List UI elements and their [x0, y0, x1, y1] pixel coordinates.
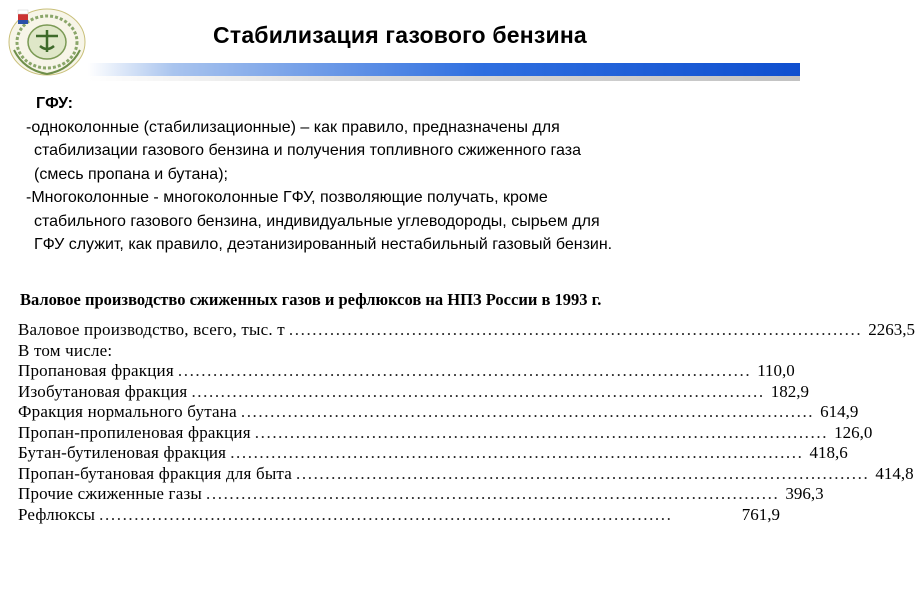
dot-leader: ..................................................................................................	[240, 402, 815, 421]
dot-leader: ..................................................................................................	[177, 361, 752, 380]
intro-item-line: (смесь пропана и бутана);	[34, 165, 228, 183]
row-label: Фракция нормального бутана	[18, 402, 237, 421]
intro-item-line: -Многоколонные - многоколонные ГФУ, позволяющие получать, кроме	[26, 189, 548, 206]
row-value: 614,9	[820, 402, 859, 421]
row-label: Валовое производство, всего, тыс. т	[18, 320, 285, 339]
header-gradient-bar	[88, 63, 800, 76]
intro-heading: ГФУ:	[36, 95, 73, 112]
row-label: Прочие сжиженные газы	[18, 484, 203, 503]
dot-leader: ..................................................................................................	[288, 320, 863, 339]
intro-item-line: -одноколонные (стабилизационные) – как правило, предназначены для	[26, 118, 560, 136]
table-row	[18, 505, 780, 526]
row-label: В том числе:	[18, 340, 113, 360]
row-value: 396,3	[785, 484, 824, 503]
row-label: Изобутановая фракция	[18, 381, 188, 401]
dot-leader: ..................................................................................................	[296, 463, 870, 483]
row-value: 126,0	[834, 422, 873, 442]
row-label: Пропан-пропиленовая фракция	[18, 422, 251, 442]
production-table	[18, 290, 915, 525]
row-label: Пропан-бутановая фракция для быта	[18, 463, 293, 483]
page-title: Стабилизация газового бензина	[213, 22, 587, 48]
row-label: Рефлюксы	[18, 504, 96, 524]
intro-item-multi-column	[22, 186, 782, 257]
row-value: 2263,5	[868, 320, 915, 339]
intro-item-single-column	[22, 116, 782, 187]
intro-item-line: стабильного газового бензина, индивидуальные углеводороды, сырьем для	[34, 212, 600, 230]
table-row	[18, 361, 795, 382]
table-row	[18, 341, 780, 362]
header-bar-shadow	[88, 76, 800, 81]
intro-item-line: ГФУ служит, как правило, деэтанизированный нестабильный газовый бензин.	[34, 236, 613, 253]
dot-leader: ..................................................................................................	[206, 484, 780, 503]
dot-leader: ..................................................................................................	[230, 443, 804, 462]
table-title: Валовое производство сжиженных газов и рефлюксов на НПЗ России в 1993 г.	[20, 290, 602, 309]
row-value: 414,8	[875, 463, 914, 483]
row-label: Пропановая фракция	[18, 361, 174, 380]
row-label: Бутан-бутиленовая фракция	[18, 443, 227, 462]
intro-text-block	[22, 92, 782, 257]
dot-leader: ..................................................................................................	[99, 504, 673, 524]
row-value: 110,0	[757, 361, 795, 380]
table-row	[18, 402, 859, 423]
table-row	[18, 443, 848, 464]
table-row	[18, 484, 824, 505]
intro-item-line: стабилизации газового бензина и получения топливного сжиженного газа	[34, 142, 581, 159]
dot-leader: ..................................................................................................	[191, 381, 765, 401]
row-value: 418,6	[809, 443, 848, 462]
table-row	[18, 463, 914, 485]
dot-leader: ..................................................................................................	[254, 422, 829, 442]
table-row	[18, 381, 809, 403]
row-value: 182,9	[770, 381, 809, 401]
table-row	[18, 320, 915, 341]
row-value: 761,9	[741, 504, 780, 524]
table-row	[18, 422, 873, 444]
